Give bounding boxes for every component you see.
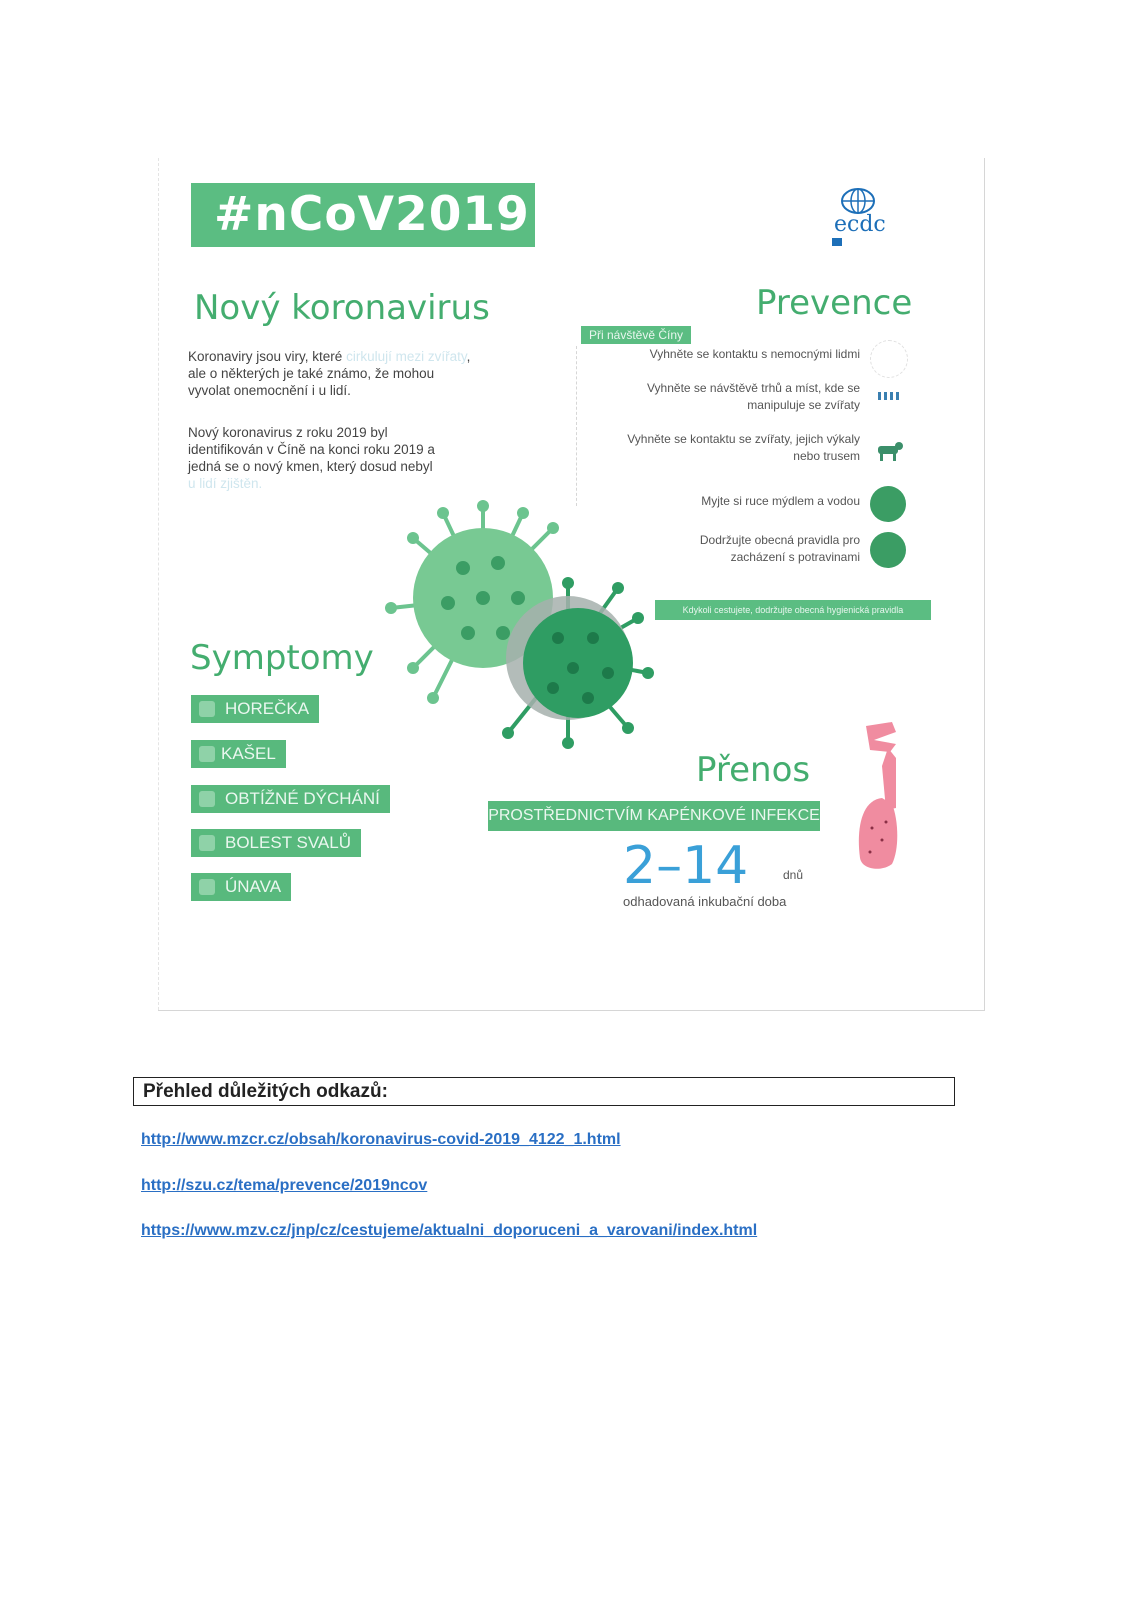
prevention-title: Prevence <box>756 283 913 323</box>
sick-person-icon <box>870 340 908 378</box>
cough-icon <box>199 746 215 762</box>
market-icon <box>872 386 908 402</box>
symptom-fatigue <box>191 873 291 901</box>
prevention-item-4: Myjte si ruce mýdlem a vodou <box>701 494 860 508</box>
prevention-item-3: Vyhněte se kontaktu se zvířaty, jejich výkaly nebo trusem <box>627 432 860 463</box>
symptom-label: KAŠEL <box>221 744 276 763</box>
intro-p2-start: Nový koronavirus z roku 2019 byl identifikován v Číně na konci roku 2019 a jedná se o nový kmen, který dosud nebyl <box>188 425 435 474</box>
symptom-label: HOREČKA <box>225 699 310 718</box>
food-icon <box>870 532 906 568</box>
incubation-value: 2–14 <box>623 836 749 896</box>
ecdc-logo-text: ecdc <box>834 212 886 237</box>
links-title: Přehled důležitých odkazů: <box>143 1081 388 1102</box>
intro-paragraph-1 <box>188 348 478 399</box>
respiratory-tract-icon <box>852 718 912 878</box>
handwash-icon <box>870 486 906 522</box>
link-szu[interactable]: http://szu.cz/tema/prevence/2019ncov <box>141 1177 428 1194</box>
transmission-bar: PROSTŘEDNICTVÍM KAPÉNKOVÉ INFEKCE <box>488 801 820 831</box>
intro-p1-end: , ale o některých je také známo, že mohou vyvolat onemocnění i u lidí. <box>188 349 471 398</box>
transmission-title: Přenos <box>696 750 811 790</box>
symptom-muscle-pain <box>191 829 361 857</box>
symptom-cough <box>191 740 286 768</box>
animal-icon <box>872 438 906 464</box>
prevention-divider <box>576 346 578 506</box>
symptom-label: ÚNAVA <box>225 877 282 896</box>
intro-p1-faint: cirkulují mezi zvířaty <box>346 349 467 364</box>
tired-icon <box>199 879 215 895</box>
intro-p2-faint: u lidí zjištěn. <box>188 476 263 491</box>
prevention-item-5: Dodržujte obecná pravidla pro zacházení s potravinami <box>699 533 860 564</box>
china-visit-tag: Při návštěvě Číny <box>581 326 691 344</box>
ecdc-logo-bar <box>832 238 842 246</box>
intro-paragraph-2 <box>188 424 440 492</box>
intro-title: Nový koronavirus <box>194 288 490 328</box>
symptom-label: BOLEST SVALŮ <box>225 833 351 852</box>
muscle-icon <box>199 835 215 851</box>
virus-illustration <box>373 498 663 758</box>
symptom-fever <box>191 695 319 723</box>
symptom-label: OBTÍŽNÉ DÝCHÁNÍ <box>225 789 380 808</box>
prevention-item-2: Vyhněte se návštěvě trhů a míst, kde se manipuluje se zvířaty <box>647 381 860 412</box>
symptom-breathing <box>191 785 390 813</box>
advice-bar: Kdykoli cestujete, dodržujte obecná hygienická pravidla <box>655 600 931 620</box>
prevention-item-1: Vyhněte se kontaktu s nemocnými lidmi <box>649 347 860 361</box>
hashtag-banner: #nCoV2019 <box>191 183 535 247</box>
link-mzcr[interactable]: http://www.mzcr.cz/obsah/koronavirus-covid-2019_4122_1.html <box>141 1131 621 1148</box>
link-mzv[interactable]: https://www.mzv.cz/jnp/cz/cestujeme/aktualni_doporuceni_a_varovani/index.html <box>141 1222 758 1239</box>
incubation-unit: dnů <box>783 868 804 882</box>
symptoms-title: Symptomy <box>190 638 374 678</box>
infographic <box>158 158 985 1011</box>
incubation-label: odhadovaná inkubační doba <box>623 894 787 909</box>
intro-p1-start: Koronaviry jsou viry, které <box>188 349 343 364</box>
thermometer-icon <box>199 701 215 717</box>
lungs-icon <box>199 791 215 807</box>
links-box <box>133 1077 955 1106</box>
ecdc-logo <box>834 186 914 250</box>
